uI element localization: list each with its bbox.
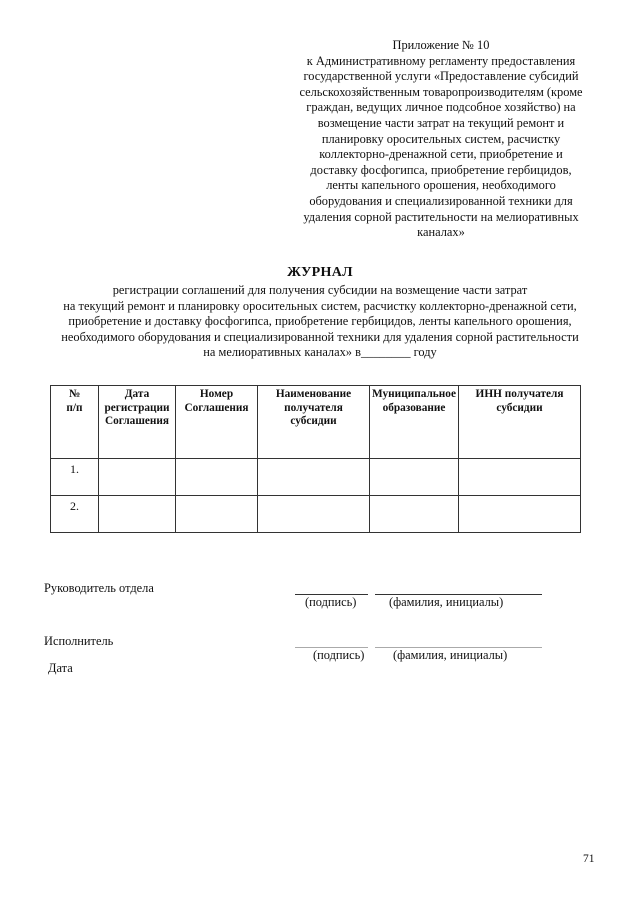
table-cell[interactable] xyxy=(99,496,176,533)
header-text: № xyxy=(68,388,81,400)
table-cell[interactable] xyxy=(176,496,258,533)
subtitle-line: приобретение и доставку фосфогипса, приобретение гербицидов, ленты капельного орошения, xyxy=(68,314,572,329)
appendix-line: доставку фосфогипса, приобретение гербицидов, xyxy=(310,162,572,177)
table-row xyxy=(51,496,581,533)
header-text: Муниципальное xyxy=(372,388,456,400)
appendix-line: Приложение № 10 xyxy=(392,38,490,52)
appendix-line: коллекторно-дренажной сети, приобретение и xyxy=(319,147,563,162)
appendix-line: возмещение части затрат на текущий ремонт и xyxy=(317,115,565,130)
header-text: субсидии xyxy=(290,415,337,427)
appendix-line: оборудования и специализированной техники для xyxy=(309,193,573,208)
table-row xyxy=(51,459,581,496)
subtitle-line: необходимого оборудования и специализированной техники для удаления сорной растительности xyxy=(61,329,579,344)
table-cell[interactable] xyxy=(370,496,459,533)
header-text: образование xyxy=(382,401,446,414)
subtitle-line: на мелиоративных каналах» в________ году xyxy=(203,345,437,360)
subtitle-line: регистрации соглашений для получения субсидии на возмещение части затрат xyxy=(112,283,528,297)
table-cell[interactable] xyxy=(258,496,370,533)
journal-title: ЖУРНАЛ xyxy=(287,265,353,280)
header-text: п/п xyxy=(66,401,83,414)
appendix-line: планировку оросительных систем, расчистку xyxy=(321,131,561,146)
appendix-block xyxy=(288,38,594,241)
header-text: Наименование xyxy=(275,388,352,400)
header-text: Дата xyxy=(124,388,150,400)
header-text: Соглашения xyxy=(184,401,249,414)
header-number xyxy=(51,386,99,459)
journal-table xyxy=(50,385,581,533)
table-cell[interactable] xyxy=(176,459,258,496)
executor-label: Исполнитель xyxy=(44,634,114,648)
table-cell[interactable] xyxy=(459,459,581,496)
header-agreement-number xyxy=(176,386,258,459)
appendix-line: каналах» xyxy=(417,225,465,240)
header-text: Соглашения xyxy=(104,415,170,427)
appendix-line: удаления сорной растительности на мелиоративных xyxy=(303,209,579,224)
executor-signature-caption: (подпись) xyxy=(313,648,365,662)
header-text: Номер xyxy=(199,388,234,400)
header-municipality xyxy=(370,386,459,459)
table-cell[interactable] xyxy=(459,496,581,533)
appendix-line: ленты капельного орошения, необходимого xyxy=(326,178,556,193)
row-number: 2. xyxy=(51,496,99,533)
row-number: 1. xyxy=(51,459,99,496)
header-registration-date xyxy=(99,386,176,459)
header-text: получателя xyxy=(284,401,343,414)
appendix-line: государственной услуги «Предоставление субсидий xyxy=(303,69,579,84)
subtitle-line: на текущий ремонт и планировку оросительных систем, расчистку коллекторно-дренажной сети, xyxy=(63,298,577,313)
head-signature-caption: (подпись) xyxy=(305,595,357,609)
table-cell[interactable] xyxy=(99,459,176,496)
header-text: субсидии xyxy=(496,401,543,414)
table-header-row xyxy=(51,386,581,459)
table-cell[interactable] xyxy=(370,459,459,496)
head-name-caption: (фамилия, инициалы) xyxy=(389,595,504,609)
appendix-line: к Административному регламенту предоставления xyxy=(306,53,576,68)
journal-subtitle xyxy=(30,283,610,361)
header-text: регистрации xyxy=(104,401,170,414)
head-of-department-label: Руководитель отдела xyxy=(44,581,154,595)
appendix-line: сельскохозяйственным товаропроизводителям (кроме xyxy=(299,84,583,99)
date-label: Дата xyxy=(48,661,73,675)
page-number: 71 xyxy=(583,853,595,865)
executor-name-caption: (фамилия, инициалы) xyxy=(393,648,508,662)
table-cell[interactable] xyxy=(258,459,370,496)
appendix-line: граждан, ведущих личное подсобное хозяйство) на xyxy=(306,100,576,115)
header-inn xyxy=(459,386,581,459)
header-recipient-name xyxy=(258,386,370,459)
header-text: ИНН получателя xyxy=(475,388,564,400)
